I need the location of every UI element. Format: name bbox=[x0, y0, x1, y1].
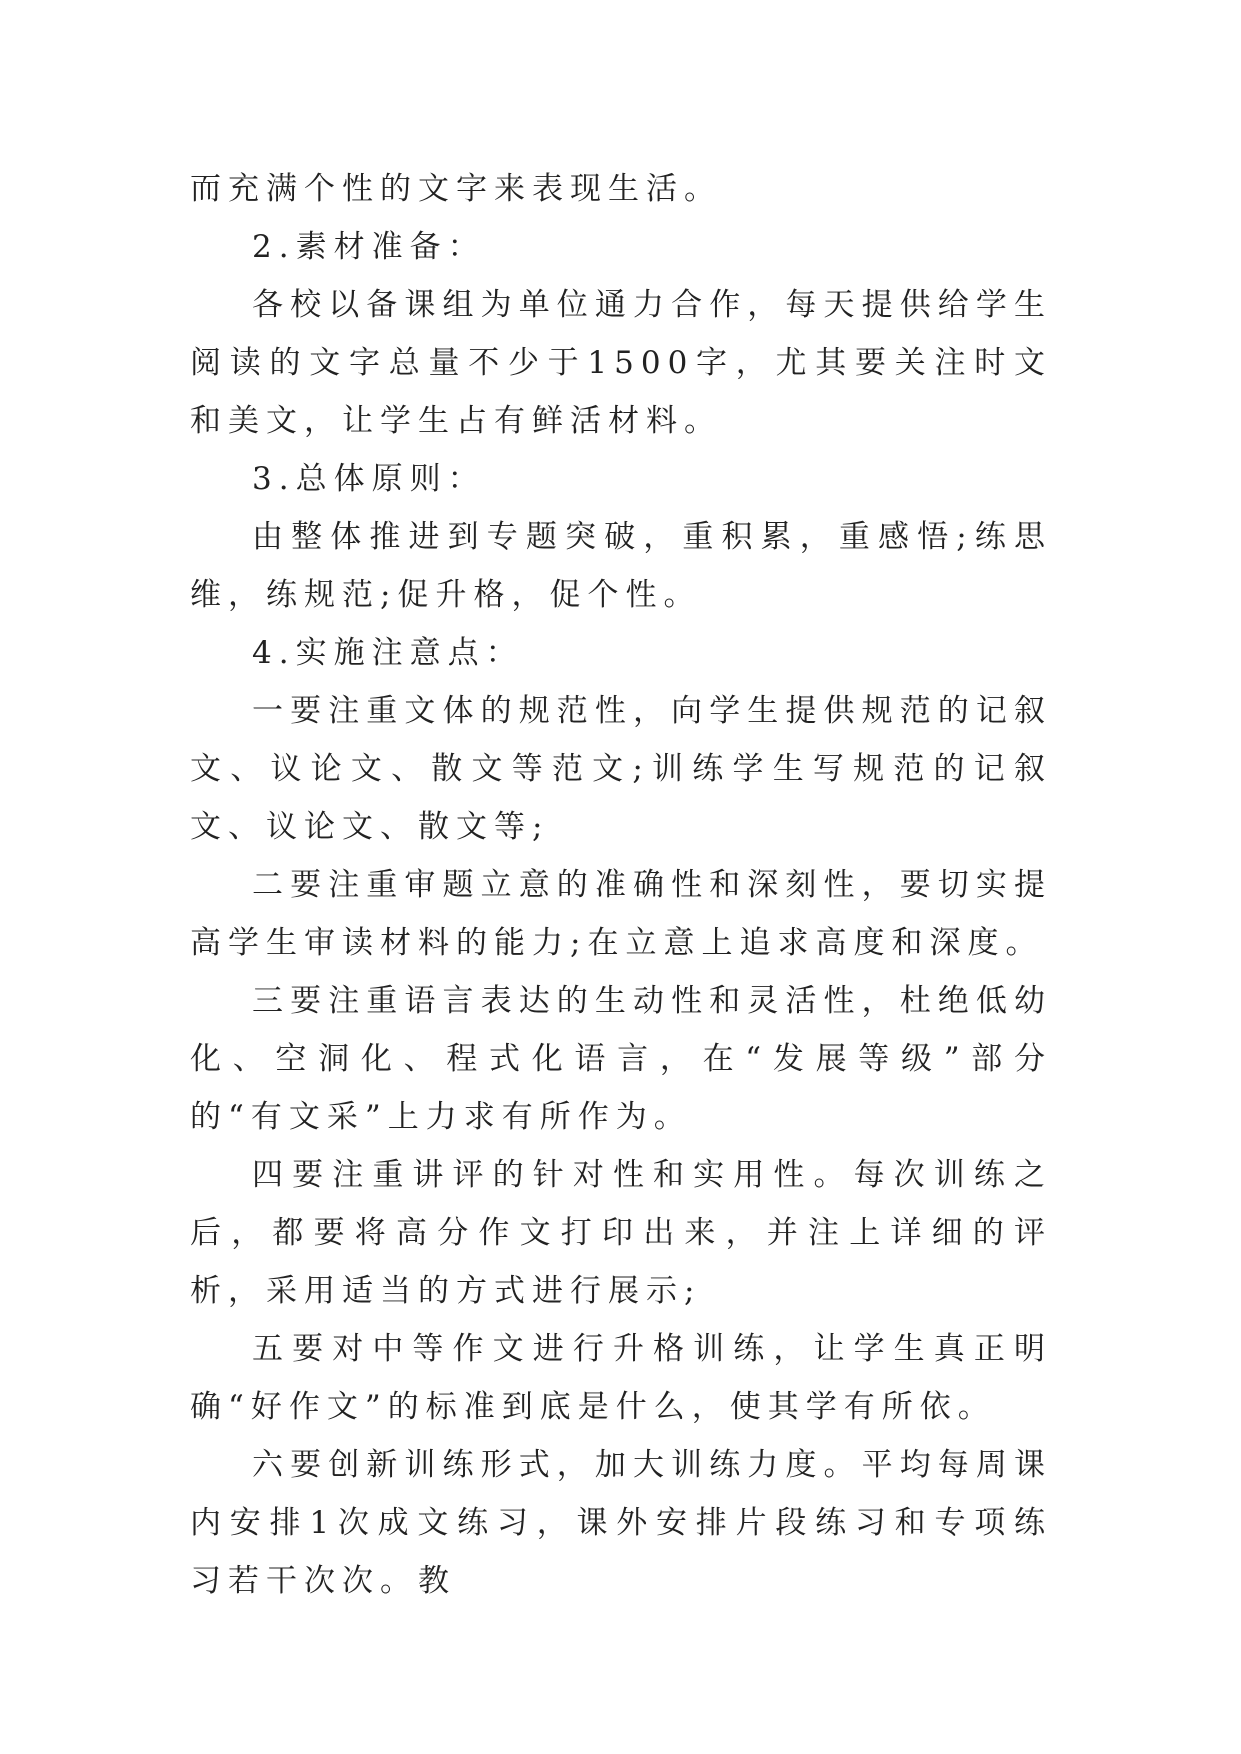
heading-material-preparation: 2.素材准备： bbox=[252, 229, 486, 265]
paragraph-note-six: 六要创新训练形式，加大训练力度。平均每周课内安排1次成文练习，课外安排片段练习和专项练习若干次次。教 bbox=[190, 1447, 1052, 1599]
paragraph-note-three: 三要注重语言表达的生动性和灵活性，杜绝低幼化、空洞化、程式化语言，在“发展等级”部分的“有文采”上力求有所作为。 bbox=[190, 983, 1052, 1135]
paragraph-continuation: 而充满个性的文字来表现生活。 bbox=[190, 171, 722, 207]
paragraph-note-two: 二要注重审题立意的准确性和深刻性，要切实提高学生审读材料的能力;在立意上追求高度和深度。 bbox=[190, 867, 1052, 961]
document-body bbox=[190, 160, 1052, 1610]
paragraph-material-preparation: 各校以备课组为单位通力合作，每天提供给学生阅读的文字总量不少于1500字，尤其要关注时文和美文，让学生占有鲜活材料。 bbox=[190, 287, 1052, 439]
paragraph-general-principles: 由整体推进到专题突破，重积累，重感悟;练思维，练规范;促升格，促个性。 bbox=[190, 519, 1052, 613]
paragraph-note-one: 一要注重文体的规范性，向学生提供规范的记叙文、议论文、散文等范文;训练学生写规范的记叙文、议论文、散文等; bbox=[190, 693, 1052, 845]
paragraph-note-four: 四要注重讲评的针对性和实用性。每次训练之后，都要将高分作文打印出来，并注上详细的评析，采用适当的方式进行展示; bbox=[190, 1157, 1052, 1309]
heading-implementation-notes: 4.实施注意点： bbox=[252, 635, 524, 671]
heading-general-principles: 3.总体原则： bbox=[252, 461, 486, 497]
paragraph-note-five: 五要对中等作文进行升格训练，让学生真正明确“好作文”的标准到底是什么，使其学有所依。 bbox=[190, 1331, 1052, 1425]
